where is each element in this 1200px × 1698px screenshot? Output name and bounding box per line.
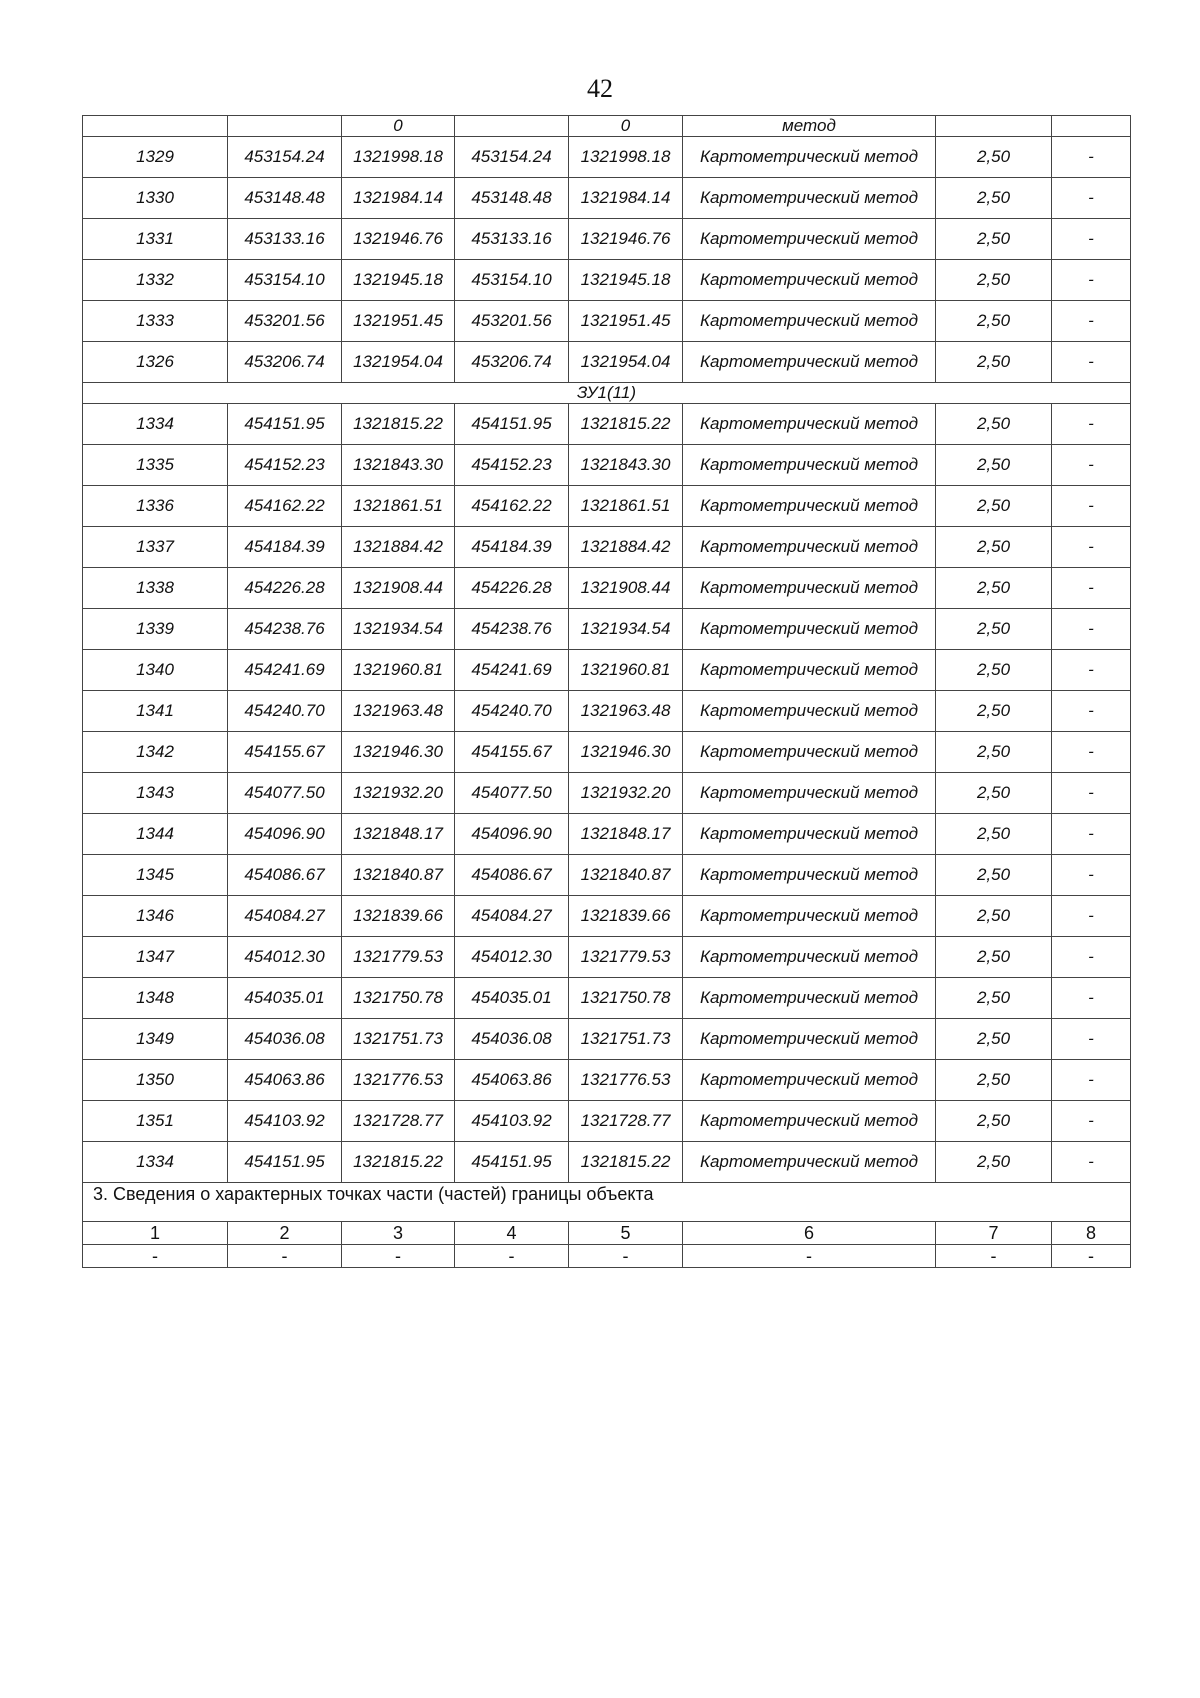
x-existing-cell: 454184.39 [228, 527, 342, 568]
point-number-cell: 1341 [83, 691, 228, 732]
accuracy-cell: 2,50 [936, 609, 1052, 650]
description-cell: - [1052, 896, 1131, 937]
accuracy-cell: 2,50 [936, 301, 1052, 342]
determination-method-cell: Картометрический метод [683, 404, 936, 445]
x-existing-cell: 454086.67 [228, 855, 342, 896]
empty-value-cell: - [228, 1245, 342, 1268]
x-new-cell: 454063.86 [455, 1060, 569, 1101]
accuracy-cell: 2,50 [936, 404, 1052, 445]
point-number-cell: 1333 [83, 301, 228, 342]
description-cell: - [1052, 937, 1131, 978]
accuracy-cell: 2,50 [936, 1142, 1052, 1183]
y-existing-cell: 1321984.14 [342, 178, 455, 219]
description-cell: - [1052, 178, 1131, 219]
y-new-cell: 1321954.04 [569, 342, 683, 383]
point-number-cell: 1350 [83, 1060, 228, 1101]
x-existing-cell: 453154.10 [228, 260, 342, 301]
y-new-cell: 1321815.22 [569, 1142, 683, 1183]
x-new-cell: 453154.10 [455, 260, 569, 301]
y-new-cell: 1321839.66 [569, 896, 683, 937]
table-row [83, 137, 1131, 178]
x-existing-cell: 453201.56 [228, 301, 342, 342]
point-number-cell: 1339 [83, 609, 228, 650]
x-new-cell: 454162.22 [455, 486, 569, 527]
continuation-row [83, 116, 1131, 137]
accuracy-cell: 2,50 [936, 691, 1052, 732]
table-row [83, 896, 1131, 937]
accuracy-cell: 2,50 [936, 260, 1052, 301]
point-number-cell: 1345 [83, 855, 228, 896]
x-existing-cell: 454096.90 [228, 814, 342, 855]
y-existing-cell: 1321884.42 [342, 527, 455, 568]
y-existing-cell: 1321954.04 [342, 342, 455, 383]
x-new-cell: 453206.74 [455, 342, 569, 383]
x-new-cell: 454241.69 [455, 650, 569, 691]
point-number-cell: 1349 [83, 1019, 228, 1060]
point-number-cell: 1351 [83, 1101, 228, 1142]
determination-method-cell: Картометрический метод [683, 896, 936, 937]
description-cell: - [1052, 137, 1131, 178]
x-new-cell: 454086.67 [455, 855, 569, 896]
y-new-cell: 1321932.20 [569, 773, 683, 814]
table-row [83, 342, 1131, 383]
y-existing-cell: 1321908.44 [342, 568, 455, 609]
column-number-cell: 5 [569, 1222, 683, 1245]
determination-method-cell: метод [683, 116, 936, 137]
empty-value-cell: - [569, 1245, 683, 1268]
point-number-cell: 1332 [83, 260, 228, 301]
y-new-cell: 1321998.18 [569, 137, 683, 178]
description-cell: - [1052, 732, 1131, 773]
accuracy-cell: 2,50 [936, 937, 1052, 978]
point-number-cell: 1334 [83, 404, 228, 445]
y-existing-cell: 1321934.54 [342, 609, 455, 650]
accuracy-cell: 2,50 [936, 568, 1052, 609]
y-new-cell: 0 [569, 116, 683, 137]
empty-value-cell: - [83, 1245, 228, 1268]
x-new-cell: 454012.30 [455, 937, 569, 978]
table-row [83, 937, 1131, 978]
table-row [83, 978, 1131, 1019]
y-new-cell: 1321728.77 [569, 1101, 683, 1142]
y-existing-cell: 1321843.30 [342, 445, 455, 486]
accuracy-cell: 2,50 [936, 445, 1052, 486]
y-new-cell: 1321946.30 [569, 732, 683, 773]
x-new-cell: 453154.24 [455, 137, 569, 178]
point-number-cell: 1331 [83, 219, 228, 260]
table-row [83, 404, 1131, 445]
description-cell: - [1052, 691, 1131, 732]
group-label: ЗУ1(11) [83, 383, 1131, 404]
determination-method-cell: Картометрический метод [683, 568, 936, 609]
y-new-cell: 1321848.17 [569, 814, 683, 855]
point-number-cell: 1340 [83, 650, 228, 691]
accuracy-cell: 2,50 [936, 978, 1052, 1019]
point-number-cell: 1347 [83, 937, 228, 978]
table-row [83, 178, 1131, 219]
point-number-cell: 1342 [83, 732, 228, 773]
y-existing-cell: 1321945.18 [342, 260, 455, 301]
x-existing-cell: 454152.23 [228, 445, 342, 486]
table-row [83, 1142, 1131, 1183]
y-existing-cell: 1321779.53 [342, 937, 455, 978]
table-row [83, 650, 1131, 691]
x-new-cell: 454035.01 [455, 978, 569, 1019]
section-3-row [83, 1183, 1131, 1222]
y-new-cell: 1321963.48 [569, 691, 683, 732]
x-new-cell: 453201.56 [455, 301, 569, 342]
group-row [83, 383, 1131, 404]
y-existing-cell: 1321839.66 [342, 896, 455, 937]
x-new-cell: 454077.50 [455, 773, 569, 814]
column-number-cell: 3 [342, 1222, 455, 1245]
x-new-cell: 454151.95 [455, 404, 569, 445]
accuracy-cell: 2,50 [936, 814, 1052, 855]
y-new-cell: 1321884.42 [569, 527, 683, 568]
description-cell: - [1052, 527, 1131, 568]
accuracy-cell: 2,50 [936, 137, 1052, 178]
x-new-cell: 454096.90 [455, 814, 569, 855]
x-existing-cell: 454155.67 [228, 732, 342, 773]
y-existing-cell: 1321815.22 [342, 404, 455, 445]
determination-method-cell: Картометрический метод [683, 1142, 936, 1183]
determination-method-cell: Картометрический метод [683, 1101, 936, 1142]
x-existing-cell: 454103.92 [228, 1101, 342, 1142]
table-row [83, 691, 1131, 732]
x-new-cell: 453133.16 [455, 219, 569, 260]
description-cell: - [1052, 814, 1131, 855]
x-existing-cell: 454063.86 [228, 1060, 342, 1101]
table-row [83, 1019, 1131, 1060]
description-cell: - [1052, 219, 1131, 260]
x-existing-cell: 453148.48 [228, 178, 342, 219]
accuracy-cell: 2,50 [936, 219, 1052, 260]
table-row [83, 773, 1131, 814]
y-existing-cell: 1321840.87 [342, 855, 455, 896]
x-new-cell: 454155.67 [455, 732, 569, 773]
table-row [83, 855, 1131, 896]
description-cell [1052, 116, 1131, 137]
point-number-cell [83, 116, 228, 137]
section-3-value-row [83, 1245, 1131, 1268]
empty-value-cell: - [455, 1245, 569, 1268]
determination-method-cell: Картометрический метод [683, 445, 936, 486]
accuracy-cell: 2,50 [936, 1101, 1052, 1142]
point-number-cell: 1338 [83, 568, 228, 609]
point-number-cell: 1343 [83, 773, 228, 814]
y-new-cell: 1321946.76 [569, 219, 683, 260]
x-existing-cell: 454012.30 [228, 937, 342, 978]
x-new-cell: 454226.28 [455, 568, 569, 609]
accuracy-cell: 2,50 [936, 650, 1052, 691]
empty-value-cell: - [683, 1245, 936, 1268]
table-body [83, 116, 1131, 1268]
description-cell: - [1052, 568, 1131, 609]
description-cell: - [1052, 260, 1131, 301]
y-existing-cell: 1321998.18 [342, 137, 455, 178]
description-cell: - [1052, 1142, 1131, 1183]
y-existing-cell: 0 [342, 116, 455, 137]
empty-value-cell: - [1052, 1245, 1131, 1268]
y-existing-cell: 1321776.53 [342, 1060, 455, 1101]
accuracy-cell: 2,50 [936, 896, 1052, 937]
y-new-cell: 1321934.54 [569, 609, 683, 650]
table-row [83, 1101, 1131, 1142]
point-number-cell: 1335 [83, 445, 228, 486]
determination-method-cell: Картометрический метод [683, 732, 936, 773]
x-existing-cell: 454151.95 [228, 404, 342, 445]
section-3-title: 3. Сведения о характерных точках части (частей) границы объекта [83, 1183, 1131, 1222]
table-row [83, 219, 1131, 260]
point-number-cell: 1326 [83, 342, 228, 383]
determination-method-cell: Картометрический метод [683, 855, 936, 896]
table-row [83, 568, 1131, 609]
determination-method-cell: Картометрический метод [683, 609, 936, 650]
y-new-cell: 1321960.81 [569, 650, 683, 691]
y-existing-cell: 1321728.77 [342, 1101, 455, 1142]
y-new-cell: 1321984.14 [569, 178, 683, 219]
y-new-cell: 1321840.87 [569, 855, 683, 896]
description-cell: - [1052, 486, 1131, 527]
y-existing-cell: 1321848.17 [342, 814, 455, 855]
empty-value-cell: - [342, 1245, 455, 1268]
table-row [83, 301, 1131, 342]
accuracy-cell: 2,50 [936, 732, 1052, 773]
column-number-cell: 7 [936, 1222, 1052, 1245]
accuracy-cell: 2,50 [936, 1019, 1052, 1060]
x-existing-cell: 454240.70 [228, 691, 342, 732]
y-new-cell: 1321776.53 [569, 1060, 683, 1101]
determination-method-cell: Картометрический метод [683, 178, 936, 219]
x-existing-cell: 454084.27 [228, 896, 342, 937]
y-existing-cell: 1321960.81 [342, 650, 455, 691]
determination-method-cell: Картометрический метод [683, 301, 936, 342]
table-row [83, 260, 1131, 301]
table-row [83, 486, 1131, 527]
column-number-cell: 1 [83, 1222, 228, 1245]
x-existing-cell: 454241.69 [228, 650, 342, 691]
accuracy-cell: 2,50 [936, 855, 1052, 896]
x-new-cell: 454238.76 [455, 609, 569, 650]
y-existing-cell: 1321750.78 [342, 978, 455, 1019]
determination-method-cell: Картометрический метод [683, 691, 936, 732]
x-existing-cell: 454035.01 [228, 978, 342, 1019]
x-new-cell: 454152.23 [455, 445, 569, 486]
x-existing-cell: 454151.95 [228, 1142, 342, 1183]
determination-method-cell: Картометрический метод [683, 978, 936, 1019]
x-existing-cell: 453154.24 [228, 137, 342, 178]
y-new-cell: 1321843.30 [569, 445, 683, 486]
y-new-cell: 1321945.18 [569, 260, 683, 301]
accuracy-cell: 2,50 [936, 527, 1052, 568]
x-existing-cell: 453133.16 [228, 219, 342, 260]
determination-method-cell: Картометрический метод [683, 937, 936, 978]
section-3-header-row [83, 1222, 1131, 1245]
column-number-cell: 4 [455, 1222, 569, 1245]
x-new-cell: 454084.27 [455, 896, 569, 937]
determination-method-cell: Картометрический метод [683, 773, 936, 814]
accuracy-cell: 2,50 [936, 1060, 1052, 1101]
x-existing-cell: 454077.50 [228, 773, 342, 814]
y-new-cell: 1321815.22 [569, 404, 683, 445]
x-existing-cell: 453206.74 [228, 342, 342, 383]
point-number-cell: 1334 [83, 1142, 228, 1183]
column-number-cell: 8 [1052, 1222, 1131, 1245]
x-new-cell: 454036.08 [455, 1019, 569, 1060]
table-row [83, 814, 1131, 855]
point-number-cell: 1346 [83, 896, 228, 937]
table-row [83, 1060, 1131, 1101]
description-cell: - [1052, 773, 1131, 814]
x-new-cell: 454184.39 [455, 527, 569, 568]
x-existing-cell: 454226.28 [228, 568, 342, 609]
y-existing-cell: 1321963.48 [342, 691, 455, 732]
point-number-cell: 1336 [83, 486, 228, 527]
determination-method-cell: Картометрический метод [683, 650, 936, 691]
y-new-cell: 1321861.51 [569, 486, 683, 527]
description-cell: - [1052, 342, 1131, 383]
x-existing-cell: 454238.76 [228, 609, 342, 650]
table-row [83, 527, 1131, 568]
y-existing-cell: 1321946.76 [342, 219, 455, 260]
description-cell: - [1052, 301, 1131, 342]
empty-value-cell: - [936, 1245, 1052, 1268]
determination-method-cell: Картометрический метод [683, 137, 936, 178]
x-new-cell: 454151.95 [455, 1142, 569, 1183]
y-existing-cell: 1321932.20 [342, 773, 455, 814]
description-cell: - [1052, 1060, 1131, 1101]
coordinates-table [82, 115, 1131, 1268]
accuracy-cell [936, 116, 1052, 137]
determination-method-cell: Картометрический метод [683, 527, 936, 568]
y-existing-cell: 1321951.45 [342, 301, 455, 342]
x-new-cell: 453148.48 [455, 178, 569, 219]
y-new-cell: 1321951.45 [569, 301, 683, 342]
determination-method-cell: Картометрический метод [683, 219, 936, 260]
determination-method-cell: Картометрический метод [683, 486, 936, 527]
point-number-cell: 1344 [83, 814, 228, 855]
description-cell: - [1052, 404, 1131, 445]
y-existing-cell: 1321815.22 [342, 1142, 455, 1183]
column-number-cell: 2 [228, 1222, 342, 1245]
description-cell: - [1052, 650, 1131, 691]
column-number-cell: 6 [683, 1222, 936, 1245]
determination-method-cell: Картометрический метод [683, 260, 936, 301]
point-number-cell: 1337 [83, 527, 228, 568]
x-new-cell [455, 116, 569, 137]
determination-method-cell: Картометрический метод [683, 342, 936, 383]
page-number: 42 [587, 74, 613, 103]
determination-method-cell: Картометрический метод [683, 1060, 936, 1101]
x-new-cell: 454103.92 [455, 1101, 569, 1142]
y-new-cell: 1321779.53 [569, 937, 683, 978]
y-new-cell: 1321751.73 [569, 1019, 683, 1060]
y-new-cell: 1321908.44 [569, 568, 683, 609]
y-existing-cell: 1321751.73 [342, 1019, 455, 1060]
x-existing-cell [228, 116, 342, 137]
y-existing-cell: 1321946.30 [342, 732, 455, 773]
point-number-cell: 1329 [83, 137, 228, 178]
accuracy-cell: 2,50 [936, 342, 1052, 383]
description-cell: - [1052, 855, 1131, 896]
table-row [83, 732, 1131, 773]
y-existing-cell: 1321861.51 [342, 486, 455, 527]
point-number-cell: 1330 [83, 178, 228, 219]
accuracy-cell: 2,50 [936, 773, 1052, 814]
accuracy-cell: 2,50 [936, 178, 1052, 219]
determination-method-cell: Картометрический метод [683, 1019, 936, 1060]
description-cell: - [1052, 1019, 1131, 1060]
determination-method-cell: Картометрический метод [683, 814, 936, 855]
description-cell: - [1052, 609, 1131, 650]
table-row [83, 609, 1131, 650]
table-row [83, 445, 1131, 486]
x-new-cell: 454240.70 [455, 691, 569, 732]
y-new-cell: 1321750.78 [569, 978, 683, 1019]
x-existing-cell: 454162.22 [228, 486, 342, 527]
description-cell: - [1052, 445, 1131, 486]
description-cell: - [1052, 1101, 1131, 1142]
x-existing-cell: 454036.08 [228, 1019, 342, 1060]
point-number-cell: 1348 [83, 978, 228, 1019]
accuracy-cell: 2,50 [936, 486, 1052, 527]
description-cell: - [1052, 978, 1131, 1019]
